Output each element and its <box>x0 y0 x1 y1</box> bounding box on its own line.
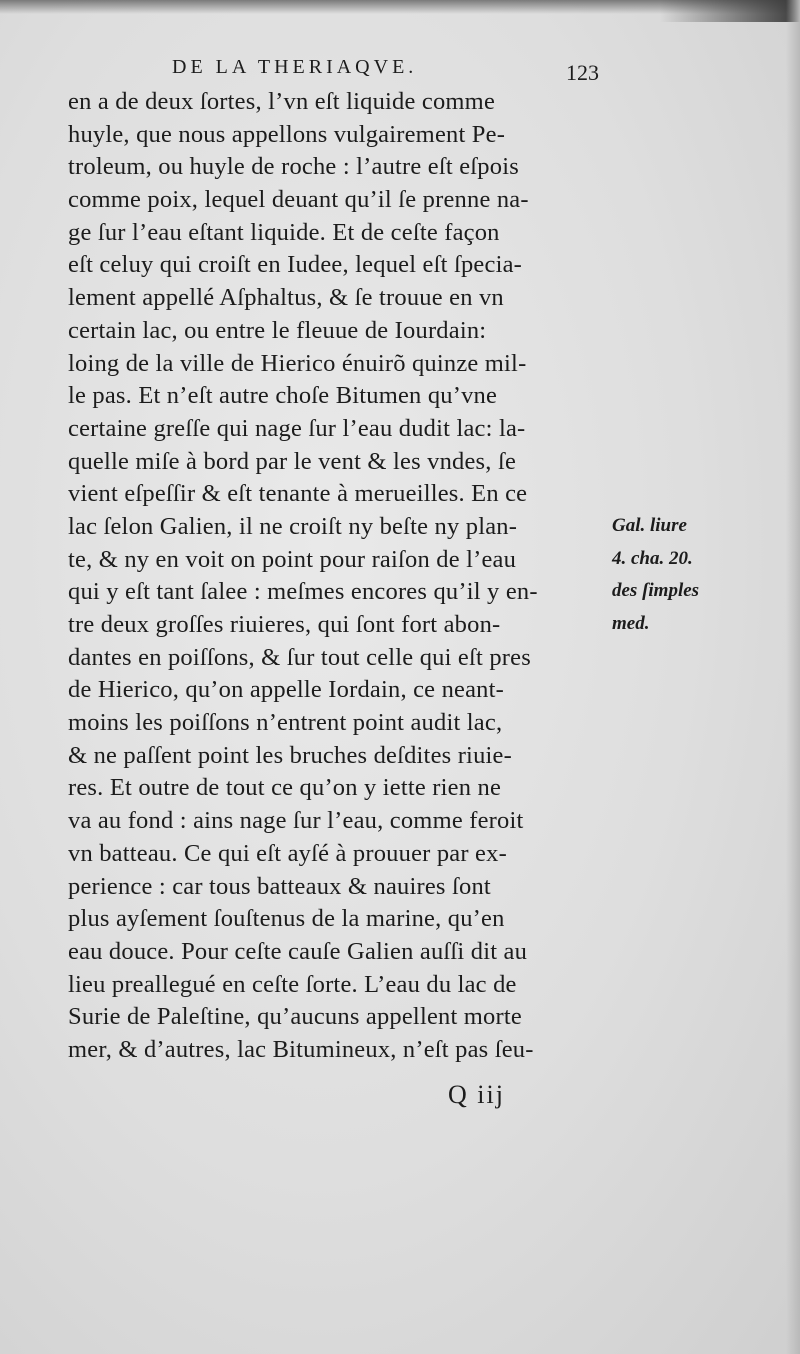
text-line: quelle miſe à bord par le vent & les vndes, ſe <box>68 447 517 475</box>
page-corner-shadow <box>660 0 800 22</box>
text-line: de Hierico, qu’on appelle Iordain, ce neant- <box>68 676 504 704</box>
text-line: lieu preallegué en ceſte ſorte. L’eau du lac de <box>68 970 517 998</box>
text-line: certain lac, ou entre le fleuue de Iourdain: <box>68 316 487 344</box>
text-line: lement appellé Aſphaltus, & ſe trouue en vn <box>68 284 504 312</box>
page-right-edge <box>786 0 800 1354</box>
text-line: huyle, que nous appellons vulgairement Pe- <box>68 120 506 148</box>
text-line: lac ſelon Galien, il ne croiſt ny beſte ny plan- <box>68 512 518 540</box>
text-line: ge ſur l’eau eſtant liquide. Et de ceſte façon <box>68 218 500 246</box>
marginal-note-line: 4. cha. 20. <box>612 547 693 569</box>
text-line: comme poix, lequel deuant qu’il ſe prenne na- <box>68 186 529 214</box>
text-line: qui y eſt tant ſalee : meſmes encores qu’il y en- <box>68 578 538 606</box>
text-line: va au fond : ains nage ſur l’eau, comme feroit <box>68 807 524 835</box>
text-line: troleum, ou huyle de roche : l’autre eſt eſpois <box>68 153 519 181</box>
running-head: DE LA THERIAQVE. <box>172 56 418 78</box>
text-line: loing de la ville de Hierico énuirõ quinze mil- <box>68 349 527 377</box>
marginal-note-line: med. <box>612 613 650 635</box>
text-line: certaine greſſe qui nage ſur l’eau dudit lac: la- <box>68 414 526 442</box>
text-line: eau douce. Pour ceſte cauſe Galien auſſi dit au <box>68 937 528 965</box>
text-line: eſt celuy qui croiſt en Iudee, lequel eſt ſpecia- <box>68 251 523 279</box>
marginal-note-line: des ſimples <box>612 580 700 602</box>
text-line: vient eſpeſſir & eſt tenante à merueilles. En ce <box>68 480 528 508</box>
text-line: tre deux groſſes riuieres, qui ſont fort abon- <box>68 611 501 638</box>
marginal-note <box>612 510 699 641</box>
marginal-note-line: Gal. liure <box>612 515 687 536</box>
text-line: res. Et outre de tout ce qu’on y iette rien ne <box>68 774 502 802</box>
text-line: en a de deux ſortes, l’vn eſt liquide comme <box>68 88 496 115</box>
text-line: dantes en poiſſons, & ſur tout celle qui eſt pres <box>68 643 531 671</box>
text-line: le pas. Et n’eſt autre choſe Bitumen qu’vne <box>68 382 498 410</box>
text-line: mer, & d’autres, lac Bitumineux, n’eſt pas ſeu- <box>68 1035 534 1063</box>
text-line: vn batteau. Ce qui eſt ayſé à prouuer par ex- <box>68 839 507 867</box>
text-line: te, & ny en voit on point pour raiſon de l’eau <box>68 545 517 573</box>
text-line: & ne paſſent point les bruches deſdites riuie- <box>68 741 512 769</box>
page-number: 123 <box>566 60 599 85</box>
text-line: Surie de Paleſtine, qu’aucuns appellent morte <box>68 1003 522 1031</box>
text-line: plus ayſement ſouſtenus de la marine, qu’en <box>68 905 505 933</box>
text-line: moins les poiſſons n’entrent point audit lac, <box>68 709 503 737</box>
signature-mark: Q iij <box>448 1080 505 1109</box>
text-line: perience : car tous batteaux & nauires ſont <box>68 872 491 900</box>
body-text <box>68 86 628 1067</box>
